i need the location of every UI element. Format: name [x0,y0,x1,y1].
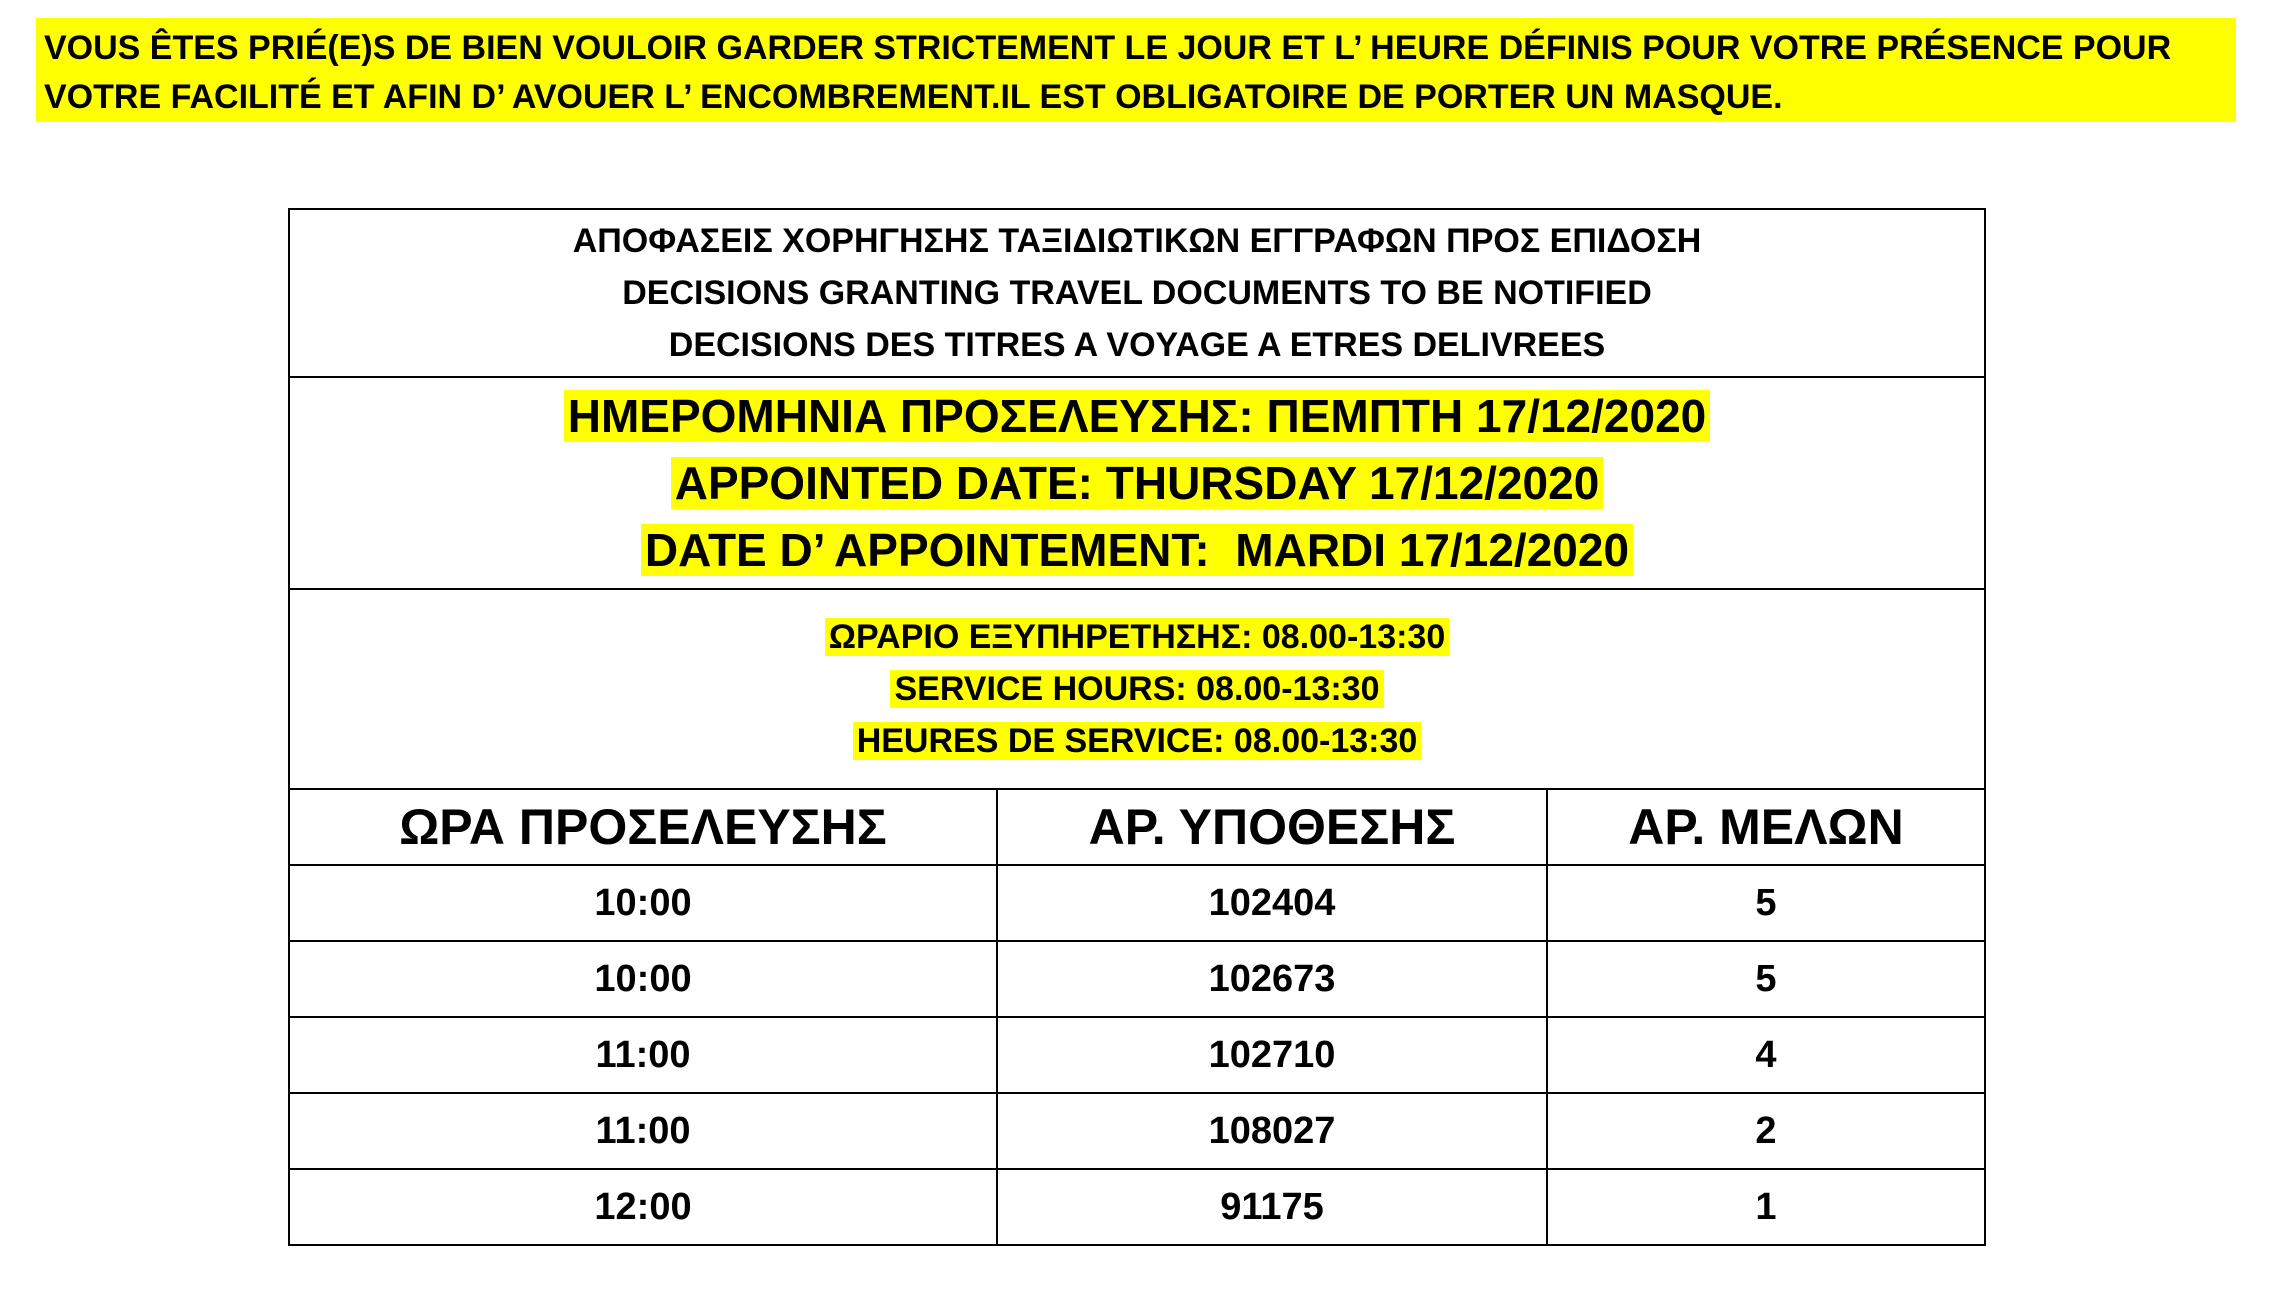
table-row [289,1169,1985,1245]
table-header-row [289,789,1985,865]
appointments-table [288,208,1986,1246]
hours-french: HEURES DE SERVICE: 08.00-13:30 [853,722,1422,760]
table-row [289,941,1985,1017]
cell-members: 5 [1547,941,1985,1017]
cell-case-number: 102404 [997,865,1547,941]
table-row [289,865,1985,941]
date-french: DATE D’ APPOINTEMENT: MARDI 17/12/2020 [641,524,1633,576]
column-header-members: ΑΡ. ΜΕΛΩΝ [1547,789,1985,865]
cell-members: 5 [1547,865,1985,941]
notice-line-2: VOTRE FACILITÉ ET AFIN D’ AVOUER L’ ENCOMBREMENT.IL EST OBLIGATOIRE DE PORTER UN MASQUE. [44,78,1783,116]
cell-case-number: 108027 [997,1093,1547,1169]
notice-banner [36,18,2236,122]
cell-time: 11:00 [289,1017,997,1093]
hours-english: SERVICE HOURS: 08.00-13:30 [890,670,1383,708]
table-row [289,1017,1985,1093]
service-hours [289,589,1985,789]
cell-members: 1 [1547,1169,1985,1245]
title-french: DECISIONS DES TITRES A VOYAGE A ETRES DELIVREES [668,326,1606,364]
column-header-time: ΩΡΑ ΠΡΟΣΕΛΕΥΣΗΣ [289,789,997,865]
hours-greek: ΩΡΑΡΙΟ ΕΞΥΠΗΡΕΤΗΣΗΣ: 08.00-13:30 [825,618,1450,656]
table-row [289,1093,1985,1169]
cell-time: 11:00 [289,1093,997,1169]
appointment-date [289,377,1985,589]
cell-case-number: 102710 [997,1017,1547,1093]
date-english: APPOINTED DATE: THURSDAY 17/12/2020 [671,457,1604,509]
cell-members: 2 [1547,1093,1985,1169]
cell-time: 12:00 [289,1169,997,1245]
column-header-case-number: ΑΡ. ΥΠΟΘΕΣΗΣ [997,789,1547,865]
date-greek: ΗΜΕΡΟΜΗΝΙΑ ΠΡΟΣΕΛΕΥΣΗΣ: ΠΕΜΠΤΗ 17/12/2020 [564,390,1711,442]
cell-members: 4 [1547,1017,1985,1093]
document-title [289,209,1985,377]
cell-time: 10:00 [289,941,997,1017]
title-english: DECISIONS GRANTING TRAVEL DOCUMENTS TO BE NOTIFIED [622,274,1652,312]
title-greek: ΑΠΟΦΑΣΕΙΣ ΧΟΡΗΓΗΣΗΣ ΤΑΞΙΔΙΩΤΙΚΩΝ ΕΓΓΡΑΦΩΝ ΠΡΟΣ ΕΠΙΔΟΣΗ [572,222,1702,260]
cell-case-number: 102673 [997,941,1547,1017]
cell-case-number: 91175 [997,1169,1547,1245]
notice-line-1: VOUS ÊTES PRIÉ(E)S DE BIEN VOULOIR GARDER STRICTEMENT LE JOUR ET L’ HEURE DÉFINIS POUR VOTRE PRÉSENCE POUR [44,29,2172,67]
cell-time: 10:00 [289,865,997,941]
